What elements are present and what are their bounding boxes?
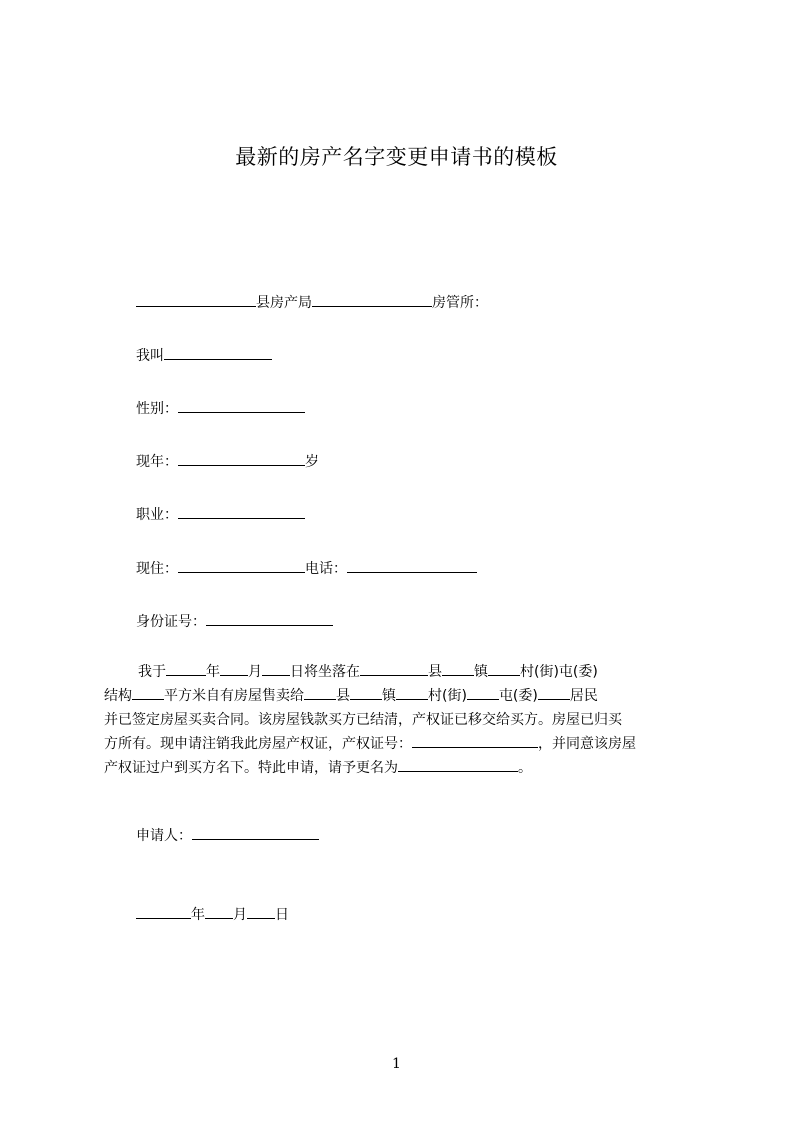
text-segment: 年: [206, 664, 220, 680]
gender-label: 性别：: [136, 401, 178, 417]
village-blank[interactable]: [488, 661, 520, 676]
county-blank[interactable]: [136, 292, 256, 307]
paragraph-line-3: 并已签定房屋买卖合同。该房屋钱款买方已结清，产权证已移交给买方。房屋已归买: [104, 712, 622, 728]
day-blank[interactable]: [262, 661, 290, 676]
text-segment: 我于: [138, 664, 166, 680]
occupation-blank[interactable]: [178, 504, 305, 519]
buyer-county-blank[interactable]: [304, 685, 336, 700]
buyer-village-blank[interactable]: [396, 685, 428, 700]
text-segment: 日将坐落在: [290, 664, 360, 680]
sign-day-blank[interactable]: [247, 904, 275, 919]
month-label: 月: [233, 907, 247, 923]
age-suffix: 岁: [305, 454, 319, 470]
buyer-town-blank[interactable]: [350, 685, 382, 700]
town-blank[interactable]: [442, 661, 474, 676]
address-blank[interactable]: [178, 558, 305, 573]
day-label: 日: [275, 907, 289, 923]
id-line: [136, 611, 333, 632]
address-line: [136, 558, 477, 579]
sign-month-blank[interactable]: [205, 904, 233, 919]
page-number: 1: [392, 1056, 401, 1072]
year-label: 年: [191, 907, 205, 923]
structure-blank[interactable]: [132, 685, 164, 700]
text-segment: ，并同意该房屋: [538, 736, 636, 752]
name-line: [136, 345, 272, 366]
paragraph-line-5: [104, 756, 700, 780]
occupation-line: [136, 504, 305, 525]
housing-office-label: 房管所：: [432, 295, 488, 311]
housing-bureau-label: 县房产局: [256, 295, 312, 311]
address-label: 现住：: [136, 561, 178, 577]
paragraph-line-1: [104, 660, 700, 684]
gender-blank[interactable]: [178, 398, 305, 413]
text-segment: 镇: [474, 664, 488, 680]
certificate-number-blank[interactable]: [412, 733, 538, 748]
phone-blank[interactable]: [347, 558, 477, 573]
text-segment: 。: [518, 760, 532, 776]
name-blank[interactable]: [164, 345, 272, 360]
header-line: [136, 292, 488, 313]
county-location-blank[interactable]: [360, 661, 428, 676]
document-title: 最新的房产名字变更申请书的模板: [235, 145, 558, 169]
text-segment: 方所有。现申请注销我此房屋产权证，产权证号：: [104, 736, 412, 752]
statement-paragraph: [104, 660, 700, 780]
paragraph-line-2: [104, 684, 700, 708]
age-line: [136, 451, 319, 472]
text-segment: 平方米自有房屋售卖给: [164, 688, 304, 704]
applicant-label: 申请人：: [136, 828, 192, 844]
text-segment: 结构: [104, 688, 132, 704]
id-label: 身份证号：: [136, 614, 206, 630]
phone-label: 电话：: [305, 561, 347, 577]
text-segment: 县: [336, 688, 350, 704]
text-segment: 村(街): [428, 688, 467, 704]
text-segment: 屯(委): [498, 688, 538, 704]
bureau-blank[interactable]: [312, 292, 432, 307]
text-segment: 居民: [569, 688, 598, 704]
new-name-blank[interactable]: [398, 757, 518, 772]
text-segment: 村(街)屯(委): [520, 664, 598, 680]
text-segment: 产权证过户到买方名下。特此申请，请予更名为: [104, 760, 398, 776]
text-segment: 月: [248, 664, 262, 680]
gender-line: [136, 398, 305, 419]
id-blank[interactable]: [206, 611, 333, 626]
occupation-label: 职业：: [136, 507, 178, 523]
applicant-line: [136, 825, 319, 846]
text-segment: 镇: [382, 688, 396, 704]
year-blank[interactable]: [166, 661, 206, 676]
sign-year-blank[interactable]: [136, 904, 191, 919]
age-blank[interactable]: [178, 451, 305, 466]
paragraph-line-4: [104, 732, 700, 756]
buyer-name-blank[interactable]: [538, 685, 570, 700]
date-line: [136, 904, 289, 925]
buyer-tun-blank[interactable]: [467, 685, 499, 700]
age-label: 现年：: [136, 454, 178, 470]
applicant-blank[interactable]: [192, 825, 319, 840]
text-segment: 县: [428, 664, 442, 680]
name-label: 我叫: [136, 348, 164, 364]
month-blank[interactable]: [220, 661, 248, 676]
